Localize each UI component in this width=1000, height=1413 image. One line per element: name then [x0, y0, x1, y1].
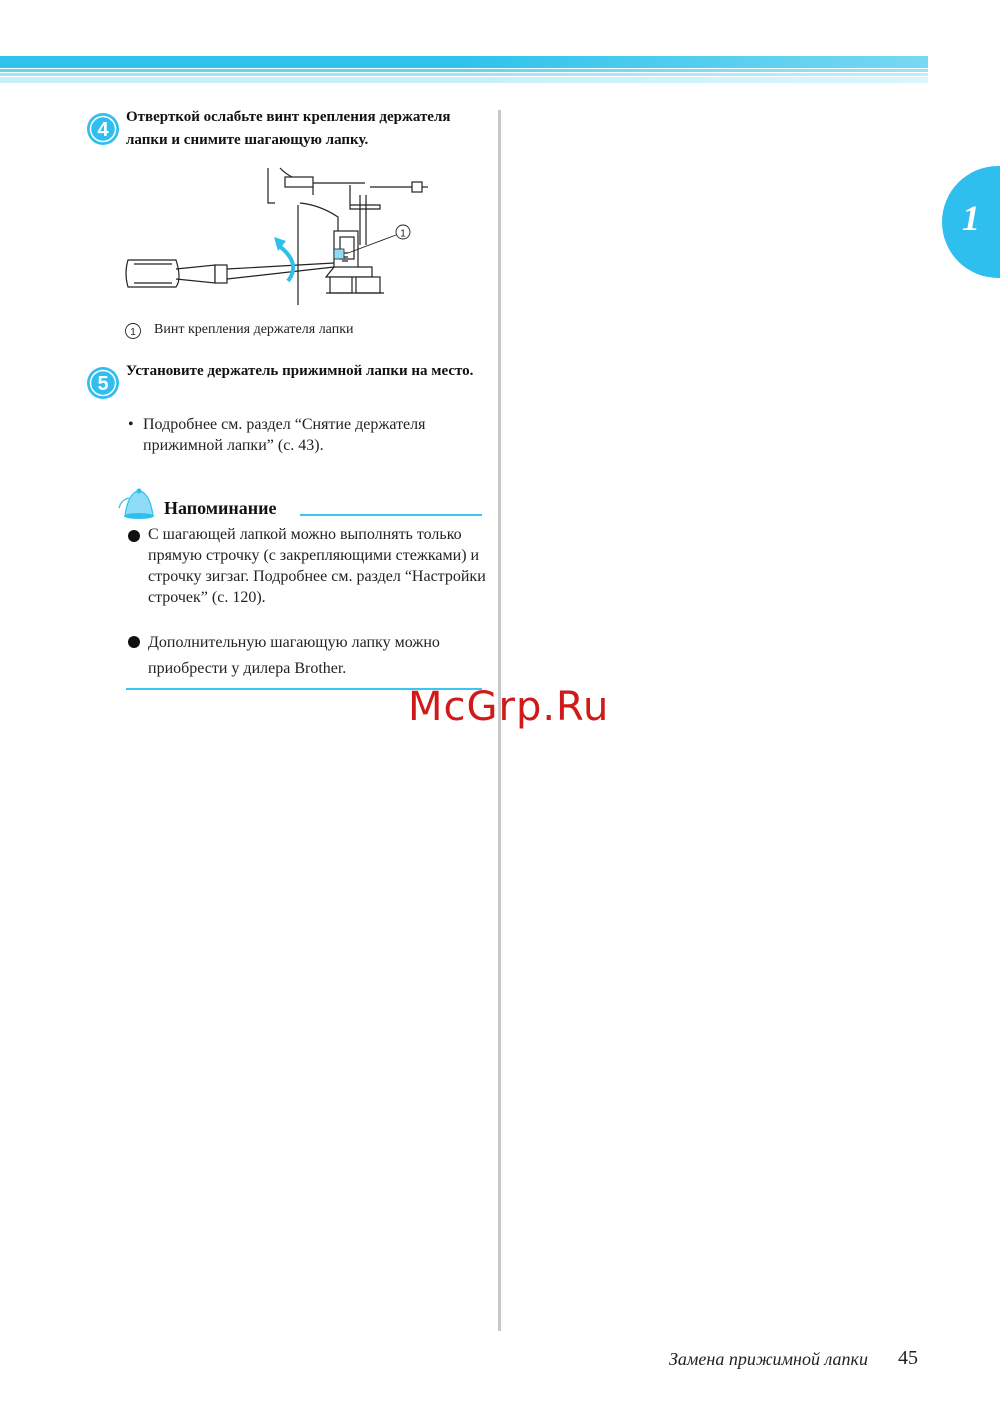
- step-number-badge: [86, 112, 120, 146]
- step-title: Отверткой ослабьте винт крепления держателя лапки и снимите шагающую лапку.: [126, 109, 451, 148]
- figure-caption: Винт крепления держателя лапки: [154, 322, 354, 337]
- memo-item: Дополнительную шагающую лапку можно приобрести у дилера Brother.: [148, 634, 440, 677]
- callout-number: 1: [400, 228, 406, 240]
- step-number-badge: [86, 366, 120, 400]
- chapter-number: 1: [962, 198, 980, 238]
- memo-title: Напоминание: [164, 498, 277, 518]
- bell-icon: [117, 486, 157, 520]
- step-title: Установите держатель прижимной лапки на место.: [126, 363, 474, 379]
- header-stripe-bar: [0, 56, 928, 83]
- step-detail: Подробнее см. раздел “Снятие держателя прижимной лапки” (с. 43).: [143, 416, 426, 454]
- presser-foot-illustration: [120, 165, 440, 305]
- watermark: McGrp.Ru: [408, 684, 610, 730]
- caption-number: 1: [130, 327, 136, 338]
- step-number: 5: [97, 373, 109, 395]
- caption-number-badge: [124, 322, 142, 340]
- rotation-arrow: [278, 245, 293, 281]
- footer-section-title: Замена прижимной лапки: [669, 1349, 868, 1369]
- memo-bullet: [128, 636, 140, 648]
- memo-title-rule: [300, 514, 482, 516]
- detail-bullet: •: [128, 416, 134, 433]
- step-number: 4: [97, 119, 109, 141]
- memo-item: С шагающей лапкой можно выполнять только прямую строчку (с закрепляющими стежками) и строчку зигзаг. Подробнее см. раздел “Настройки строчек” (с. 120).: [148, 526, 486, 606]
- memo-bullet: [128, 530, 140, 542]
- screw-highlight: [334, 249, 344, 259]
- page-number: 45: [898, 1347, 918, 1369]
